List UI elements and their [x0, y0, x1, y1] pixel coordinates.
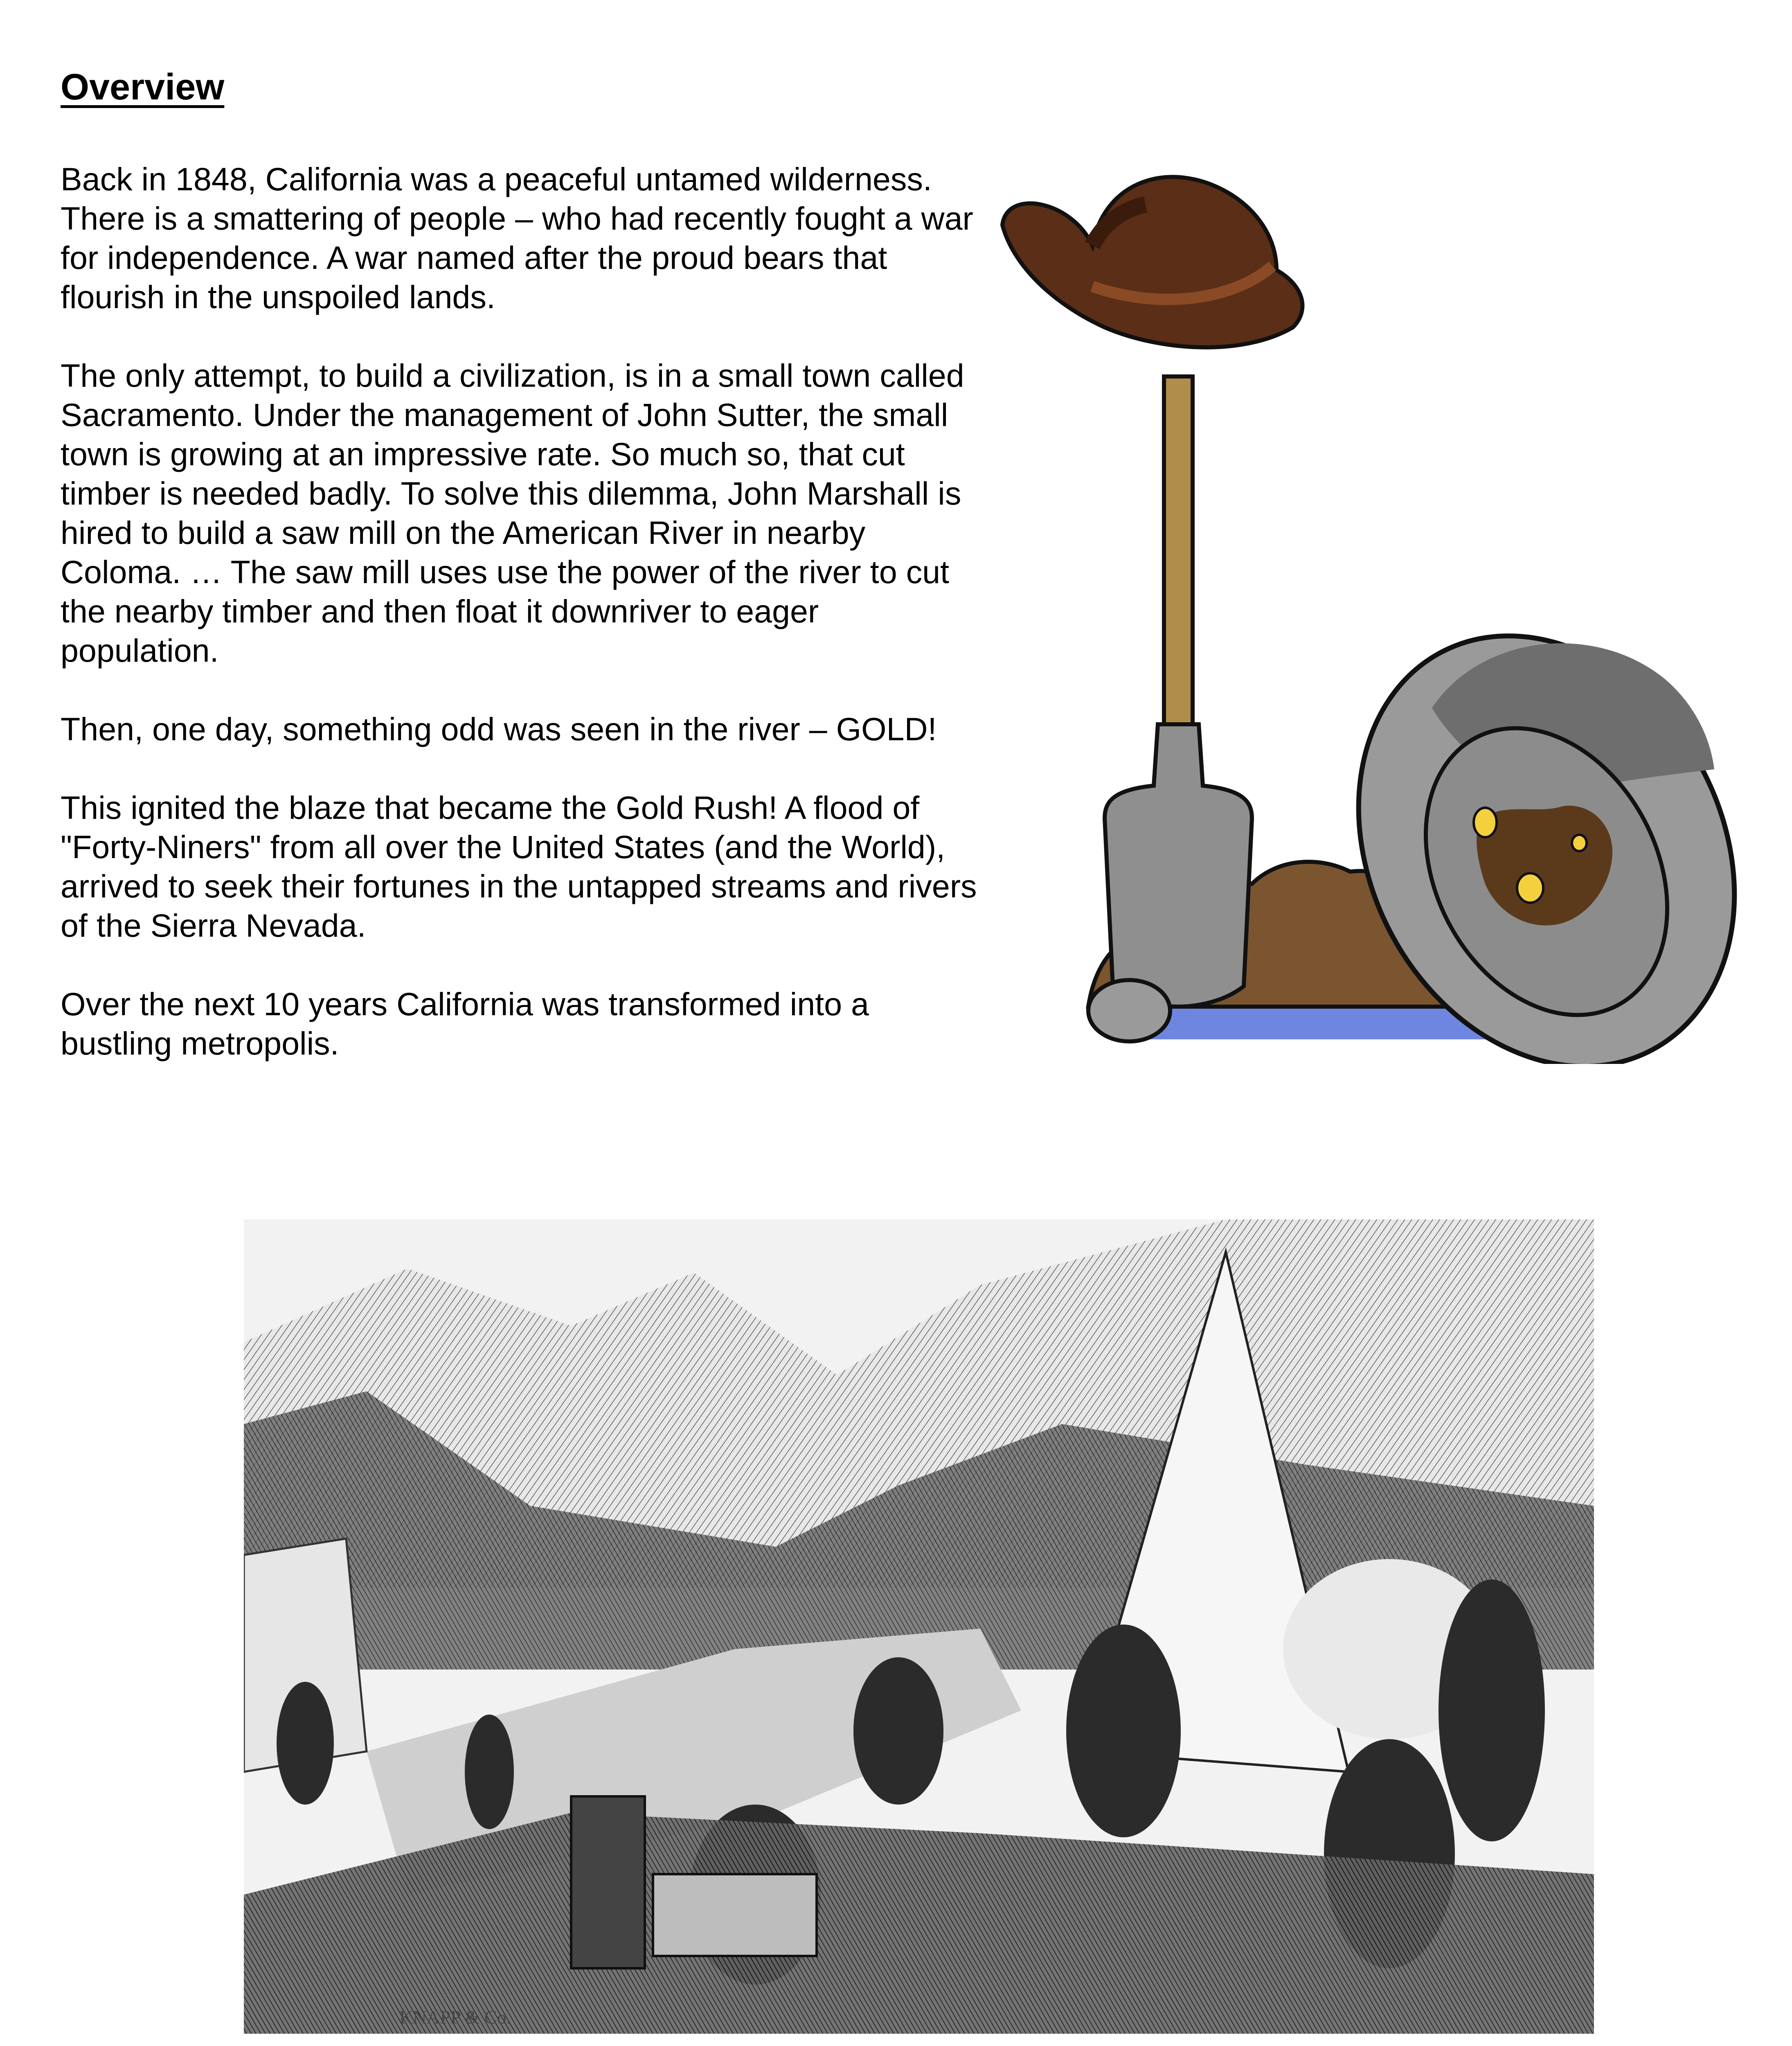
gold-nugget-icon: [1572, 835, 1587, 851]
rock-icon: [1088, 980, 1170, 1041]
miner-figure-icon: [277, 1682, 334, 1805]
shovel-blade-icon: [1105, 724, 1252, 1007]
tree-stump-icon: [571, 1796, 645, 1968]
paragraph-1848: Back in 1848, California was a peaceful untamed wilderness. There is a smattering of people – who had recently fought a war for independence. A war named after the proud bears that flourish in the unspoiled lands.: [61, 161, 973, 315]
hat-icon: [1002, 177, 1302, 347]
engraver-signature: KNAPP & Co.: [399, 2007, 511, 2028]
paragraph-gold-discovery: Then, one day, something odd was seen in the river – GOLD!: [61, 711, 937, 747]
miner-figure-icon: [1066, 1625, 1181, 1837]
paragraph-sacramento: The only attempt, to build a civilization, is in a small town called Sacramento. Under the management of John Sutter, the small town is growing at an impressive rate. So much so, that cut timber is needed badly. To solve this dilemma, John Marshall is hired to build a saw mill on the American River in nearby Coloma. … The saw mill uses use the power of the river to cut the nearby timber and then float it downriver to eager population.: [61, 357, 964, 669]
prospector-tools-icon: [990, 164, 1767, 1064]
overview-text: [61, 160, 981, 1102]
miner-figure-icon: [853, 1657, 943, 1805]
gold-nugget-icon: [1474, 808, 1497, 837]
gold-nugget-icon: [1517, 873, 1543, 903]
miner-figure-icon: [465, 1715, 514, 1829]
paragraph-transformation: Over the next 10 years California was transformed into a bustling metropolis.: [61, 986, 869, 1061]
page-title: Overview: [61, 67, 225, 108]
gold-rush-engraving-icon: [244, 1219, 1594, 2034]
sluice-box-icon: [653, 1874, 817, 1956]
paragraph-forty-niners: This ignited the blaze that became the Gold Rush! A flood of "Forty-Niners" from all over the United States (and the World), arrived to seek their fortunes in the untapped streams and rivers of the Sierra Nevada.: [61, 789, 977, 944]
miner-figure-icon: [1439, 1580, 1545, 1841]
